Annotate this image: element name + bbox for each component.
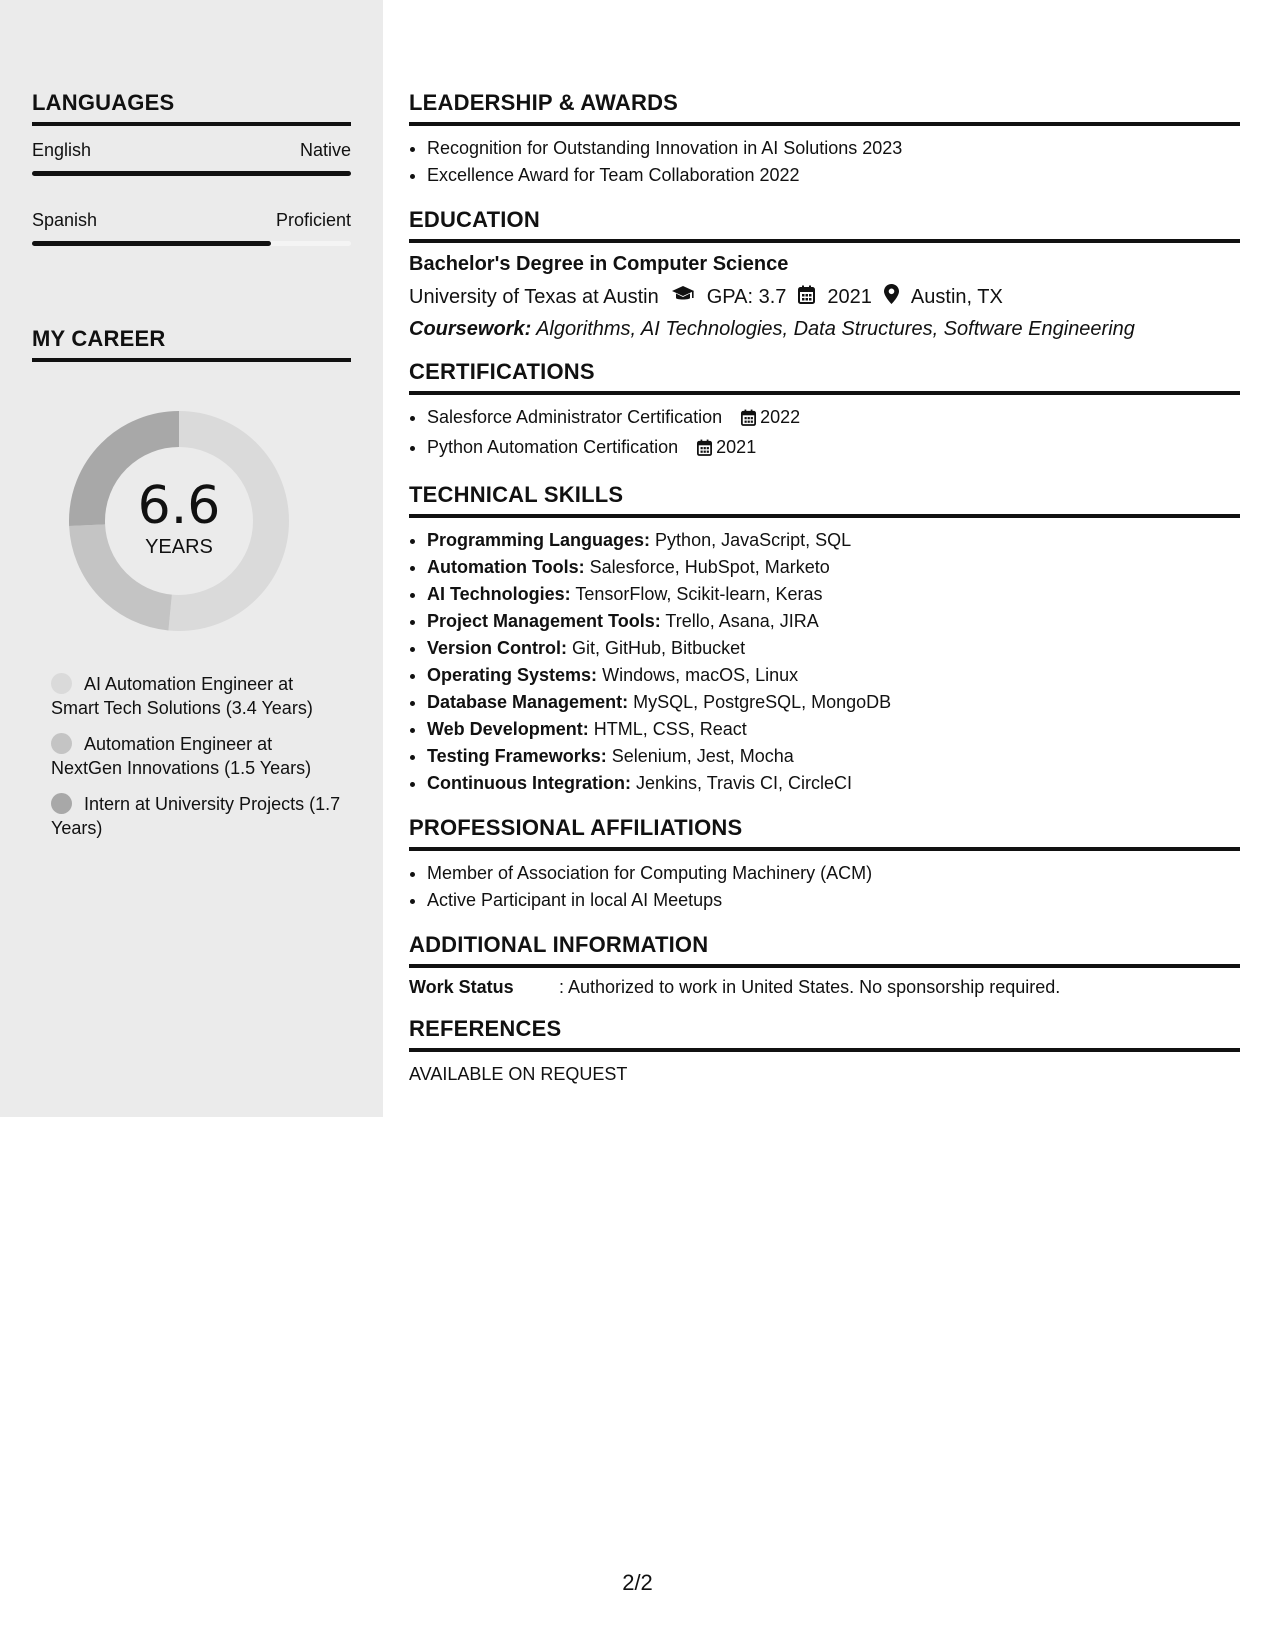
list-item [427,689,1240,716]
education-location: Austin, TX [910,285,1003,308]
cert-year: 2021 [716,437,757,457]
cert-name: Salesforce Administrator Certification [427,407,723,427]
page-number: 2/2 [622,1570,653,1595]
list-item [427,434,1240,464]
list-item [427,581,1240,608]
list-item [427,635,1240,662]
work-status-value: : Authorized to work in United States. No sponsorship required. [559,977,1061,997]
language-level-bar [32,171,351,176]
skills-section [409,482,1240,797]
skill-label: AI Technologies: [427,584,571,604]
career-item [51,792,341,840]
career-item [51,672,341,720]
language-spanish [32,210,351,246]
legend-dot [51,673,72,694]
graduation-cap-icon [671,285,695,309]
skill-value: HTML, CSS, React [593,719,747,739]
degree-name: Bachelor's Degree in Computer Science [409,253,789,275]
legend-dot [51,733,72,754]
affiliations-title: PROFESSIONAL AFFILIATIONS [409,815,1240,851]
graduation-year: 2021 [827,285,872,308]
leadership-list [409,135,1240,189]
language-level: Native [299,140,351,160]
sidebar [0,0,383,1117]
skill-value: Python, JavaScript, SQL [655,530,852,550]
skill-value: Salesforce, HubSpot, Marketo [589,557,830,577]
leadership-section [409,90,1240,189]
career-legend [51,672,341,840]
career-label: AI Automation Engineer at Smart Tech Solutions (3.4 Years) [51,674,313,718]
language-level-fill [32,171,351,176]
cert-year: 2022 [760,407,801,427]
skill-label: Project Management Tools: [427,611,661,631]
skill-value: TensorFlow, Scikit-learn, Keras [575,584,823,604]
skill-value: Jenkins, Travis CI, CircleCI [635,773,853,793]
skill-value: Selenium, Jest, Mocha [611,746,794,766]
location-pin-icon [884,284,899,310]
skill-label: Continuous Integration: [427,773,631,793]
skill-label: Testing Frameworks: [427,746,607,766]
references-title: REFERENCES [409,1016,1240,1052]
education-title: EDUCATION [409,207,1240,243]
career-total-years: 6.6 [137,475,221,536]
legend-dot [51,793,72,814]
coursework [409,318,1240,341]
career-donut-chart [64,406,294,636]
references-text: AVAILABLE ON REQUEST [409,1064,628,1084]
additional-info-section [409,932,1240,998]
language-level-fill [32,241,271,246]
gpa: GPA: 3.7 [706,285,787,308]
main-content [409,90,1240,1103]
list-item: • Recognition for Outstanding Innovation in AI Solutions 2023 [427,135,1240,162]
career-item [51,732,341,780]
certifications-title: CERTIFICATIONS [409,359,1240,395]
certifications-section [409,359,1240,464]
skill-label: Programming Languages: [427,530,651,550]
career-label: Automation Engineer at NextGen Innovations (1.5 Years) [51,734,312,778]
career-label: Intern at University Projects (1.7 Years) [51,794,341,838]
skill-label: Automation Tools: [427,557,585,577]
skill-label: Web Development: [427,719,589,739]
list-item [427,716,1240,743]
language-level-bar [32,241,351,246]
language-english [32,140,351,176]
language-name: English [32,140,92,160]
list-item [427,770,1240,797]
career-unit: YEARS [145,535,213,558]
list-item [427,662,1240,689]
list-item [427,554,1240,581]
coursework-list: Algorithms, AI Technologies, Data Structures, Software Engineering [536,318,1135,340]
list-item [427,404,1240,434]
affiliations-list [409,860,1240,914]
calendar-icon [741,407,756,434]
skill-label: Database Management: [427,692,629,712]
list-item [427,608,1240,635]
school-name: University of Texas at Austin [409,285,659,308]
work-status-label: Work Status [409,977,514,997]
calendar-icon [798,285,815,310]
skill-value: Trello, Asana, JIRA [665,611,819,631]
list-item [427,743,1240,770]
education-details [409,284,1240,310]
calendar-icon [697,437,712,464]
leadership-title: LEADERSHIP & AWARDS [409,90,1240,126]
list-item: • Active Participant in local AI Meetups [427,887,1240,914]
affiliations-section [409,815,1240,914]
skill-label: Operating Systems: [427,665,598,685]
language-name: Spanish [32,210,98,230]
skill-value: Git, GitHub, Bitbucket [572,638,746,658]
additional-info-title: ADDITIONAL INFORMATION [409,932,1240,968]
career-title: MY CAREER [32,326,351,362]
skills-list [409,527,1240,797]
languages-title: LANGUAGES [32,90,351,126]
education-section [409,207,1240,341]
references-section [409,1016,1240,1085]
list-item: • Member of Association for Computing Machinery (ACM) [427,860,1240,887]
skill-label: Version Control: [427,638,568,658]
skill-value: Windows, macOS, Linux [602,665,799,685]
cert-name: Python Automation Certification [427,437,679,457]
language-level: Proficient [275,210,351,230]
certifications-list [409,404,1240,464]
coursework-label: Coursework: [409,318,532,340]
skill-value: MySQL, PostgreSQL, MongoDB [633,692,892,712]
list-item [427,527,1240,554]
skills-title: TECHNICAL SKILLS [409,482,1240,518]
work-status [409,977,1240,998]
list-item: • Excellence Award for Team Collaboration 2022 [427,162,1240,189]
